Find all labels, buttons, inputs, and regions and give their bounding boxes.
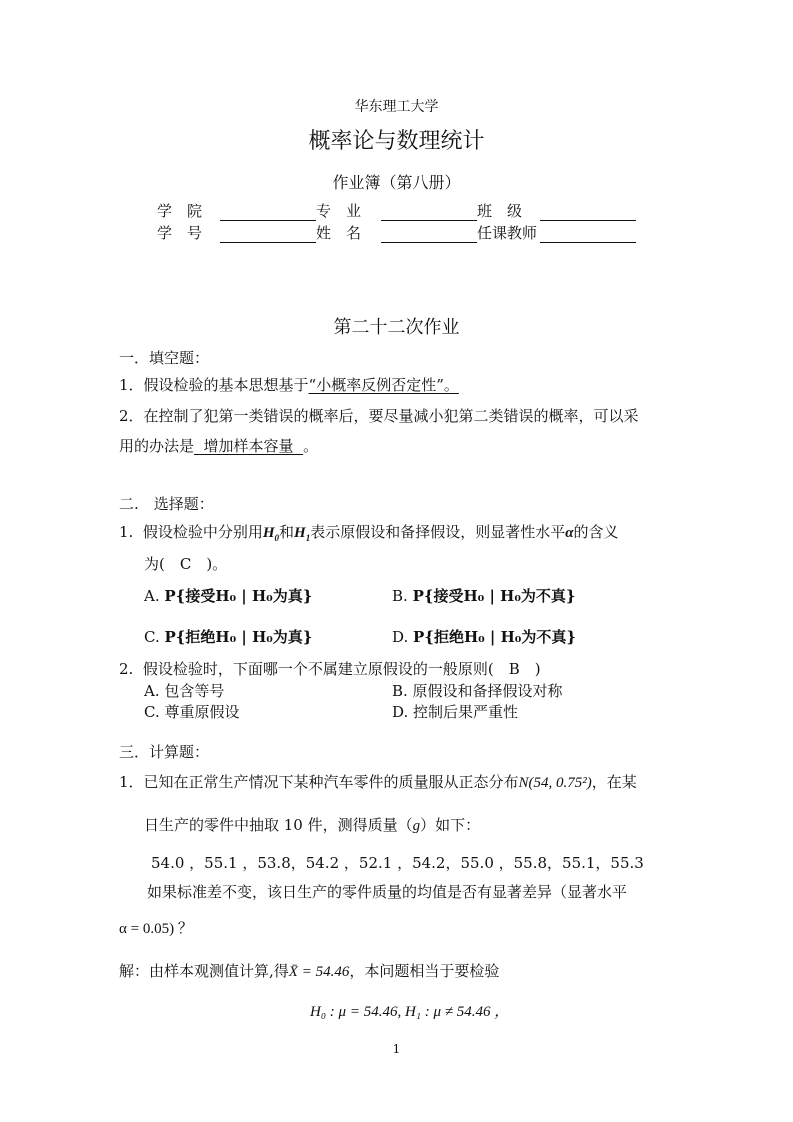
section2-heading: 二. 选择题： — [119, 495, 214, 513]
page-number: 1 — [392, 1042, 401, 1056]
booklet-title: 作业簿（第八册） — [332, 173, 461, 192]
field-student-id: 学 号 — [157, 224, 203, 242]
field-teacher: 任课教师 — [477, 224, 538, 242]
choice-q1-line1: 1. 假设检验中分别用$H_0$和$H_1$表示原假设和备择假设，则显著性水平α的含义 — [119, 523, 619, 543]
major-blank[interactable] — [381, 206, 477, 221]
unit: g — [412, 818, 421, 834]
calc-q1-line1: 1．已知在正常生产情况下某种汽车零件的质量服从正态分布N(54, 0.75²)，在某 — [119, 773, 637, 791]
solution-line1: 解：由样本观测值计算,得X̄ = 54.46，本问题相当于要检验 — [119, 962, 500, 980]
course-title: 概率论与数理统计 — [308, 129, 485, 154]
choice-q1-line2: 为( C )。 — [144, 555, 228, 573]
distribution: N(54, 0.75²) — [518, 775, 592, 791]
fill-q2-answer: 增加样本容量 — [194, 437, 304, 455]
fill-q1-answer: “小概率反例否定性”。 — [308, 376, 459, 394]
alpha-symbol: α — [565, 525, 574, 541]
field-college: 学 院 — [157, 202, 203, 220]
college-blank[interactable] — [220, 206, 316, 221]
calc-q1-line4: 如果标准差不变，该日生产的零件质量的均值是否有显著差异（显著水平 — [147, 883, 628, 901]
name-blank[interactable] — [381, 228, 477, 243]
student-id-blank[interactable] — [220, 228, 316, 243]
fill-q2-line2: 用的办法是 增加样本容量 。 — [119, 437, 319, 455]
choice-q1-option-a[interactable]: A. P{接受H₀ | H₀为真} — [144, 587, 313, 605]
section3-heading: 三．计算题： — [119, 743, 210, 761]
class-blank[interactable] — [540, 206, 636, 221]
choice-q2-option-b[interactable]: B. 原假设和备择假设对称 — [392, 682, 563, 700]
choice-q2-option-c[interactable]: C. 尊重原假设 — [144, 703, 240, 721]
choice-q1-option-c[interactable]: C. P{拒绝H₀ | H₀为真} — [144, 628, 313, 646]
field-class: 班 级 — [477, 202, 523, 220]
field-major: 专 业 — [316, 202, 362, 220]
calc-q1-line2: 日生产的零件中抽取 10 件，测得质量（g）如下： — [144, 816, 481, 834]
fill-q2-line1: 2．在控制了犯第一类错误的概率后，要尽量减小犯第二类错误的概率，可以采 — [119, 407, 639, 425]
choice-q2-option-a[interactable]: A. 包含等号 — [144, 682, 225, 700]
choice-q1-option-b[interactable]: B. P{接受H₀ | H₀为不真} — [392, 587, 576, 605]
sample-mean: X̄ = 54.46 — [288, 964, 350, 980]
field-name: 姓 名 — [316, 224, 362, 242]
calc-q1-line5: α = 0.05) ？ — [119, 921, 193, 937]
section1-heading: 一．填空题： — [119, 349, 210, 367]
choice-q2-option-d[interactable]: D. 控制后果严重性 — [392, 703, 519, 721]
hypothesis: H₀ : μ = 54.46, H₁ : μ ≠ 54.46 ， — [310, 1004, 510, 1020]
university-name: 华东理工大学 — [354, 99, 439, 115]
fill-q1: 1．假设检验的基本思想基于“小概率反例否定性”。 — [119, 376, 459, 394]
choice-q2-stem: 2. 假设检验时，下面哪一个不属建立原假设的一般原则( B ) — [119, 660, 541, 678]
assignment-title: 第二十二次作业 — [333, 317, 460, 338]
h1-symbol: $H_1$ — [294, 525, 311, 543]
h0-symbol: $H_0$ — [262, 525, 280, 543]
teacher-blank[interactable] — [540, 228, 636, 243]
calc-q1-data: 54.0 ，55.1 ，53.8，54.2 ，52.1 ，54.2，55.0 ，55.8，55.1，55.3 — [151, 854, 644, 872]
choice-q1-option-d[interactable]: D. P{拒绝H₀ | H₀为不真} — [392, 628, 577, 646]
